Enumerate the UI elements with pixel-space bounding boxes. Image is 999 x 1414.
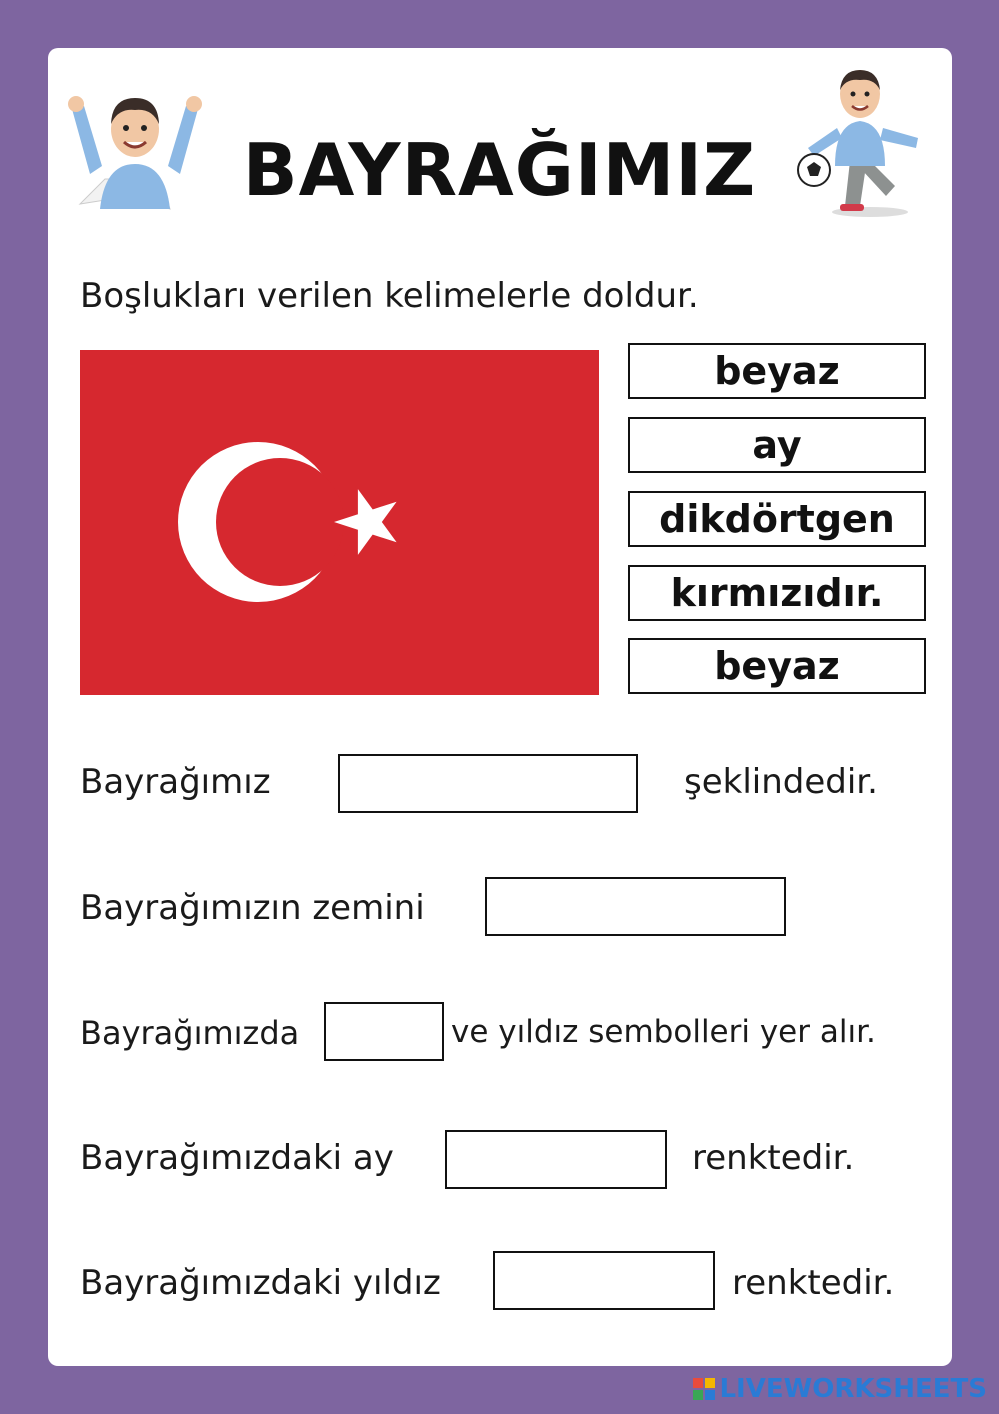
sentence-3-end: ve yıldız sembolleri yer alır. (451, 1014, 876, 1050)
sentence-1-end: şeklindedir. (684, 762, 878, 802)
page-title: BAYRAĞIMIZ (242, 128, 757, 212)
word-option-beyaz[interactable]: beyaz (628, 343, 926, 399)
word-option-kirmizidir[interactable]: kırmızıdır. (628, 565, 926, 621)
liveworksheets-squares-icon (693, 1378, 715, 1400)
turkish-flag-image (80, 350, 599, 695)
answer-blank-5[interactable] (493, 1251, 715, 1310)
sentence-3-start: Bayrağımızda (80, 1014, 300, 1052)
word-option-ay[interactable]: ay (628, 417, 926, 473)
answer-blank-4[interactable] (445, 1130, 667, 1189)
sentence-5-end: renktedir. (732, 1263, 895, 1303)
liveworksheets-brand-text: LIVEWORKSHEETS (719, 1374, 987, 1404)
answer-blank-3[interactable] (324, 1002, 444, 1061)
instruction-text: Boşlukları verilen kelimelerle doldur. (80, 276, 699, 316)
avatar-football-icon (790, 66, 930, 218)
sentence-4-start: Bayrağımızdaki ay (80, 1138, 394, 1178)
sentence-4-end: renktedir. (692, 1138, 855, 1178)
word-option-dikdortgen[interactable]: dikdörtgen (628, 491, 926, 547)
word-option-beyaz-2[interactable]: beyaz (628, 638, 926, 694)
liveworksheets-logo (693, 1374, 987, 1404)
sentence-5-start: Bayrağımızdaki yıldız (80, 1263, 441, 1303)
answer-blank-1[interactable] (338, 754, 638, 813)
answer-blank-2[interactable] (485, 877, 786, 936)
sentence-2-start: Bayrağımızın zemini (80, 888, 425, 928)
sentence-1-start: Bayrağımız (80, 762, 271, 802)
